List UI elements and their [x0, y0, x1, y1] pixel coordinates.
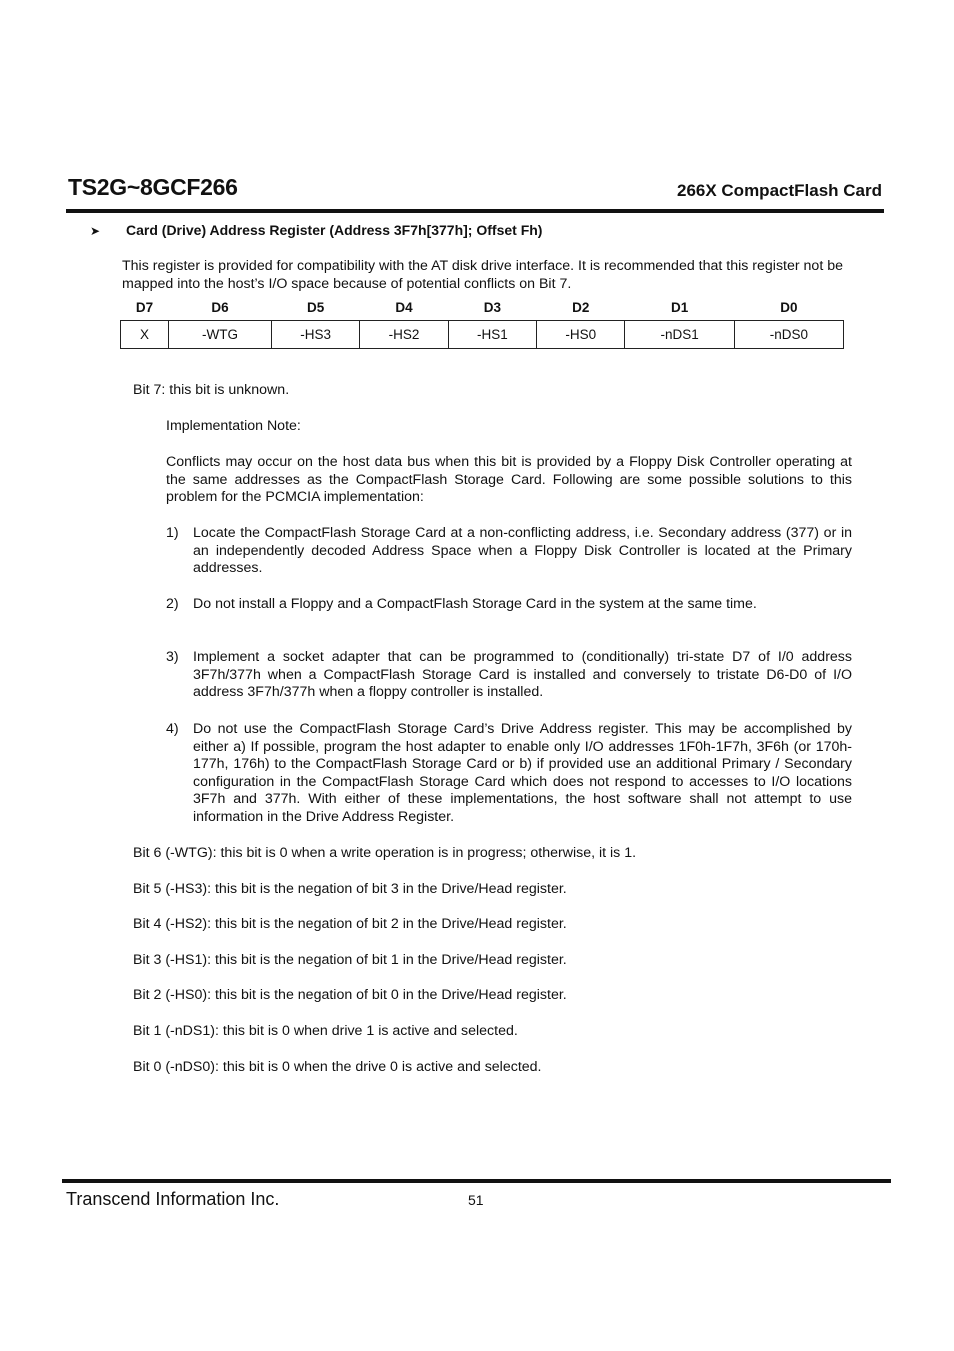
bit-header: D2: [572, 300, 590, 315]
bit0-description: Bit 0 (-nDS0): this bit is 0 when the drive 0 is active and selected.: [133, 1059, 542, 1075]
bit5-description: Bit 5 (-HS3): this bit is the negation of bit 3 in the Drive/Head register.: [133, 881, 567, 897]
footer-divider: [62, 1179, 891, 1183]
bit-header: D4: [395, 300, 413, 315]
bit-value-cell: -HS1: [448, 321, 536, 349]
bit-value-cell: X: [121, 321, 169, 349]
list-item: [166, 721, 852, 827]
register-header-row: [121, 300, 844, 321]
implementation-note-label: Implementation Note:: [166, 418, 301, 434]
bit-value-cell: -nDS0: [734, 321, 843, 349]
section-intro: This register is provided for compatibility with the AT disk drive interface. It is recommended that this register not be mapped into the host’s I/O space because of potential conflicts on Bit 7.: [122, 258, 843, 292]
section-heading-text: Card (Drive) Address Register (Address 3F7h[377h]; Offset Fh): [126, 222, 543, 238]
register-value-row: [121, 321, 844, 349]
bit-header: D0: [780, 300, 798, 315]
bit-header: D3: [483, 300, 502, 315]
list-item-number: 3): [166, 649, 179, 665]
list-item-number: 4): [166, 721, 179, 737]
bit-value-cell: -HS2: [360, 321, 448, 349]
list-item-text: Locate the CompactFlash Storage Card at a non-conflicting address, i.e. Secondary address (377) or in an independently decoded Address Space when a Floppy Disk Controller is located at the Primary addresses.: [193, 525, 852, 577]
bit-header: D7: [135, 300, 154, 315]
product-name: 266X CompactFlash Card: [676, 181, 882, 200]
list-item: [166, 596, 852, 614]
implementation-note-paragraph: Conflicts may occur on the host data bus when this bit is provided by a Floppy Disk Controller operating at the same addresses as the CompactFlash Storage Card. Following are some possible solutions to this problem for the PCMCIA implementation:: [166, 454, 852, 506]
bit3-description: Bit 3 (-HS1): this bit is the negation of bit 1 in the Drive/Head register.: [133, 952, 567, 968]
bit-value-cell: -WTG: [169, 321, 272, 349]
bit-header: D1: [670, 300, 689, 315]
arrow-bullet-icon: ➤: [90, 224, 101, 238]
page-number: 51: [468, 1192, 484, 1208]
list-item: [166, 525, 852, 578]
bit-value-cell: -HS0: [537, 321, 625, 349]
section-heading: [90, 222, 542, 238]
bit4-description: Bit 4 (-HS2): this bit is the negation of bit 2 in the Drive/Head register.: [133, 916, 567, 932]
bit-value-cell: -HS3: [271, 321, 359, 349]
list-item-number: 2): [166, 596, 179, 612]
bit-header: D6: [211, 300, 229, 315]
footer-company: Transcend Information Inc.: [66, 1189, 280, 1209]
bit2-description: Bit 2 (-HS0): this bit is the negation of bit 0 in the Drive/Head register.: [133, 987, 567, 1003]
bit-header: D5: [307, 300, 325, 315]
document-model-title: TS2G~8GCF266: [68, 174, 238, 200]
bit6-description: Bit 6 (-WTG): this bit is 0 when a write operation is in progress; otherwise, it is 1.: [133, 845, 637, 861]
list-item-text: Do not install a Floppy and a CompactFlash Storage Card in the system at the same time.: [193, 596, 757, 612]
bit7-description: Bit 7: this bit is unknown.: [133, 382, 290, 398]
list-item-text: Implement a socket adapter that can be programmed to (conditionally) tri-state D7 of I/0 address 3F7h/377h when a CompactFlash Storage Card is installed and conversely to tristate D6-D0 of I/O address 3F7h/377h when a floppy controller is installed.: [193, 649, 852, 701]
list-item-number: 1): [166, 525, 179, 541]
register-bit-table: [120, 300, 844, 349]
bit-value-cell: -nDS1: [625, 321, 734, 349]
bit1-description: Bit 1 (-nDS1): this bit is 0 when drive 1 is active and selected.: [133, 1023, 518, 1039]
header-divider: [66, 209, 884, 213]
list-item-text: Do not use the CompactFlash Storage Card’s Drive Address register. This may be accomplished by either a) If possible, program the host adapter to enable only I/O addresses 1F0h-1F7h, 3F6h (or 170h-177h, 176h) to the CompactFlash Storage Card or b) if provided use an additional Primary / Secondary configuration in the CompactFlash Storage Card which does not respond to accesses to I/O locations 3F7h and 377h. With either of these implementations, the host software shall not attempt to use information in the Drive Address Register.: [193, 721, 852, 825]
list-item: [166, 649, 852, 702]
